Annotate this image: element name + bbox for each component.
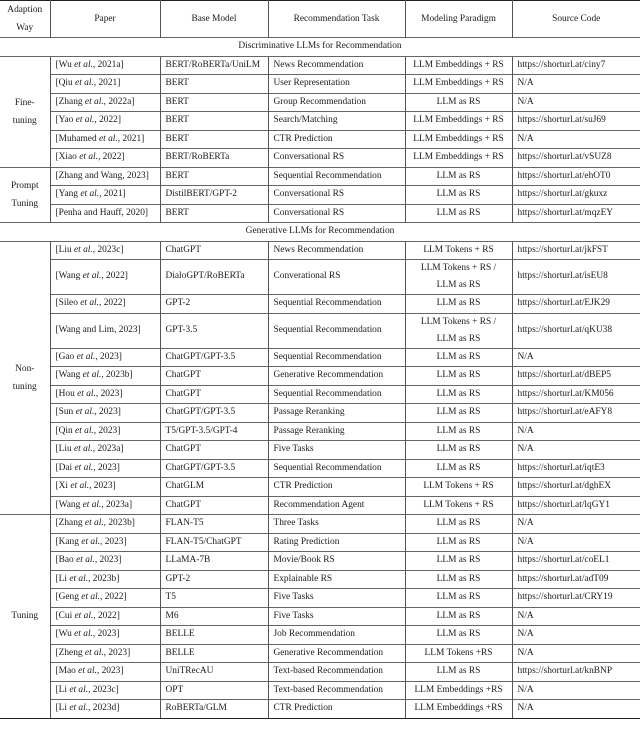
table-row [0, 570, 640, 589]
task-cell: Passage Reranking [268, 404, 405, 423]
paper-citation: [Zhang and Wang, 2023] [55, 170, 149, 181]
source-code-link[interactable]: https://shorturl.at/ciny7 [512, 56, 640, 75]
source-code-link[interactable]: https://shorturl.at/mqzEY [512, 204, 640, 223]
paper-citation: [Yao et al., 2022] [55, 115, 121, 125]
header-task: Recommendation Task [268, 1, 405, 38]
task-cell: Sequential Recommendation [268, 295, 405, 314]
task-cell: Three Tasks [268, 515, 405, 534]
source-code-link[interactable]: https://shorturl.at/EJK29 [512, 295, 640, 314]
base-model-cell: RoBERTa/GLM [160, 700, 268, 719]
paradigm-cell: LLM as RS [405, 663, 512, 682]
paper-citation: [Dai et al., 2023] [55, 462, 120, 473]
base-model-cell: BERT [160, 204, 268, 223]
table-row [0, 260, 640, 295]
paper-citation: [Xiao et al., 2022] [55, 152, 125, 162]
paper-citation: [Muhamed et al., 2021] [55, 133, 145, 144]
paradigm-cell: LLM as RS [405, 167, 512, 186]
paper-citation: [Hou et al., 2023] [55, 388, 123, 399]
task-cell: CTR Prediction [268, 478, 405, 497]
table-row [0, 589, 640, 608]
paper-citation: [Wang et al., 2022] [55, 271, 128, 282]
paper-citation: [Penha and Hauff, 2020] [55, 207, 149, 218]
base-model-cell: BERT/RoBERTa/UniLM [160, 56, 268, 75]
paradigm-cell: LLM Embeddings + RS [405, 130, 512, 149]
source-code-na: N/A [512, 93, 640, 112]
task-cell: Five Tasks [268, 607, 405, 626]
task-cell: Five Tasks [268, 441, 405, 460]
base-model-cell: ChatGLM [160, 478, 268, 497]
paper-citation: [Zhang et al., 2023b] [55, 518, 135, 528]
source-code-link[interactable]: https://shorturl.at/knBNP [512, 663, 640, 682]
table-row [0, 204, 640, 223]
paper-cell [50, 385, 160, 404]
base-model-cell: OPT [160, 681, 268, 700]
base-model-cell: BERT [160, 75, 268, 94]
base-model-cell: M6 [160, 607, 268, 626]
source-code-link[interactable]: https://shorturl.at/vSUZ8 [512, 149, 640, 168]
paper-cell [50, 75, 160, 94]
paper-citation: [Qiu et al., 2021] [55, 78, 121, 88]
paper-cell [50, 459, 160, 478]
task-cell: Conversational RS [268, 186, 405, 205]
base-model-cell: GPT-2 [160, 570, 268, 589]
paper-cell [50, 700, 160, 719]
base-model-cell: BERT [160, 93, 268, 112]
task-cell: Explainable RS [268, 570, 405, 589]
base-model-cell: BELLE [160, 644, 268, 663]
paper-cell [50, 626, 160, 645]
table-row [0, 348, 640, 367]
table-row [0, 681, 640, 700]
base-model-cell: LLaMA-7B [160, 552, 268, 571]
task-cell: Conversational RS [268, 204, 405, 223]
paper-citation: [Sun et al., 2023] [55, 407, 121, 417]
paradigm-cell: LLM Tokens +RS [405, 644, 512, 663]
base-model-cell: T5/GPT-3.5/GPT-4 [160, 422, 268, 441]
paradigm-cell: LLM as RS [405, 422, 512, 441]
base-model-cell: DialoGPT/RoBERTa [160, 260, 268, 295]
paper-cell [50, 112, 160, 131]
base-model-cell: FLAN-T5 [160, 515, 268, 534]
source-code-link[interactable]: https://shorturl.at/qKU38 [512, 313, 640, 348]
table-row [0, 700, 640, 719]
paradigm-cell: LLM as RS [405, 348, 512, 367]
table-row [0, 313, 640, 348]
table-row [0, 478, 640, 497]
paradigm-cell: LLM as RS [405, 570, 512, 589]
source-code-na: N/A [512, 441, 640, 460]
table-row [0, 626, 640, 645]
paper-cell [50, 204, 160, 223]
source-code-link[interactable]: https://shorturl.at/eAFY8 [512, 404, 640, 423]
source-code-link[interactable]: https://shorturl.at/jkFST [512, 241, 640, 260]
paradigm-cell: LLM as RS [405, 533, 512, 552]
paper-cell [50, 260, 160, 295]
task-cell: Generative Recommendation [268, 367, 405, 386]
table-row [0, 93, 640, 112]
paradigm-cell: LLM as RS [405, 93, 512, 112]
section-row [0, 38, 640, 57]
paper-citation: [Kang et al., 2023] [55, 536, 127, 547]
task-cell: News Recommendation [268, 56, 405, 75]
base-model-cell: T5 [160, 589, 268, 608]
source-code-na: N/A [512, 348, 640, 367]
paper-citation: [Wu et al., 2023] [55, 629, 120, 639]
task-cell: User Representation [268, 75, 405, 94]
paper-cell [50, 422, 160, 441]
paradigm-cell: LLM as RS [405, 385, 512, 404]
paper-cell [50, 441, 160, 460]
paper-citation: [Yang et al., 2021] [55, 189, 126, 199]
source-code-link[interactable]: https://shorturl.at/suJ69 [512, 112, 640, 131]
paradigm-cell: LLM Embeddings + RS [405, 112, 512, 131]
adaption-way-group: Non-tuning [0, 241, 50, 515]
paper-cell [50, 478, 160, 497]
header-adaption-way: Adaption Way [7, 5, 43, 33]
task-cell: Group Recommendation [268, 93, 405, 112]
header-paradigm: Modeling Paradigm [405, 1, 512, 38]
paper-citation: [Wang and Lim, 2023] [55, 324, 141, 335]
task-cell: Generative Recommendation [268, 644, 405, 663]
base-model-cell: ChatGPT [160, 385, 268, 404]
paper-cell [50, 241, 160, 260]
source-code-link[interactable]: https://shorturl.at/lqGY1 [512, 496, 640, 515]
table-row [0, 56, 640, 75]
source-code-na: N/A [512, 130, 640, 149]
paper-citation: [Wang et al., 2023a] [55, 499, 133, 510]
paradigm-cell: LLM Embeddings +RS [405, 700, 512, 719]
source-code-link[interactable]: https://shorturl.at/gkuxz [512, 186, 640, 205]
table-row [0, 167, 640, 186]
paper-citation: [Geng et al., 2022] [55, 592, 127, 602]
source-code-link[interactable]: https://shorturl.at/dghEX [512, 478, 640, 497]
paper-citation: [Li et al., 2023c] [55, 684, 119, 695]
paper-cell [50, 149, 160, 168]
paradigm-cell: LLM Tokens + RS / LLM as RS [405, 260, 512, 295]
section-row [0, 223, 640, 242]
source-code-link[interactable]: https://shorturl.at/CRY19 [512, 589, 640, 608]
source-code-link[interactable]: https://shorturl.at/iqtE3 [512, 459, 640, 478]
base-model-cell: BERT [160, 167, 268, 186]
adaption-way-group: Tuning [0, 515, 50, 719]
paper-cell [50, 570, 160, 589]
paper-citation: [Cui et al., 2022] [55, 610, 120, 621]
source-code-link[interactable]: https://shorturl.at/adT09 [512, 570, 640, 589]
task-cell: Conversational RS [268, 149, 405, 168]
task-cell: CTR Prediction [268, 130, 405, 149]
paper-citation: [Sileo et al., 2022] [55, 298, 126, 308]
paper-cell [50, 167, 160, 186]
paper-cell [50, 663, 160, 682]
base-model-cell: ChatGPT/GPT-3.5 [160, 459, 268, 478]
source-code-link[interactable]: https://shorturl.at/isEU8 [512, 260, 640, 295]
paradigm-cell: LLM as RS [405, 552, 512, 571]
task-cell: Converational RS [268, 260, 405, 295]
paradigm-cell: LLM Tokens + RS [405, 478, 512, 497]
base-model-cell: BERT/RoBERTa [160, 149, 268, 168]
paper-citation: [Xi et al., 2023] [55, 481, 116, 491]
source-code-link[interactable]: https://shorturl.at/KM056 [512, 385, 640, 404]
source-code-na: N/A [512, 626, 640, 645]
task-cell: Sequential Recommendation [268, 348, 405, 367]
paper-citation: [Wu et al., 2021a] [55, 59, 124, 70]
paper-cell [50, 552, 160, 571]
base-model-cell: ChatGPT [160, 496, 268, 515]
base-model-cell: ChatGPT [160, 367, 268, 386]
source-code-na: N/A [512, 515, 640, 534]
table-row [0, 75, 640, 94]
table-row [0, 441, 640, 460]
table-row [0, 385, 640, 404]
paradigm-cell: LLM as RS [405, 204, 512, 223]
task-cell: Sequential Recommendation [268, 313, 405, 348]
header-base-model: Base Model [160, 1, 268, 38]
paper-cell [50, 348, 160, 367]
paper-citation: [Bao et al., 2023] [55, 555, 122, 565]
paradigm-cell: LLM as RS [405, 626, 512, 645]
source-code-na: N/A [512, 422, 640, 441]
paper-citation: [Mao et al., 2023] [55, 666, 124, 676]
table-row [0, 404, 640, 423]
table-row [0, 149, 640, 168]
table-row [0, 112, 640, 131]
task-cell: Sequential Recommendation [268, 459, 405, 478]
source-code-link[interactable]: https://shorturl.at/dBEP5 [512, 367, 640, 386]
paradigm-cell: LLM Embeddings +RS [405, 681, 512, 700]
paradigm-cell: LLM as RS [405, 607, 512, 626]
task-cell: Five Tasks [268, 589, 405, 608]
paradigm-cell: LLM Tokens + RS [405, 496, 512, 515]
paper-cell [50, 533, 160, 552]
table-row [0, 367, 640, 386]
paper-cell [50, 515, 160, 534]
paper-cell [50, 589, 160, 608]
table-row [0, 552, 640, 571]
paradigm-cell: LLM as RS [405, 589, 512, 608]
task-cell: News Recommendation [268, 241, 405, 260]
paradigm-cell: LLM Embeddings + RS [405, 56, 512, 75]
table-row [0, 186, 640, 205]
paper-cell [50, 644, 160, 663]
paper-citation: [Liu et al., 2023c] [55, 244, 124, 255]
task-cell: Rating Prediction [268, 533, 405, 552]
header-row [0, 1, 640, 38]
task-cell: Text-based Recommendation [268, 681, 405, 700]
paper-cell [50, 681, 160, 700]
paradigm-cell: LLM as RS [405, 295, 512, 314]
paradigm-cell: LLM Tokens + RS [405, 241, 512, 260]
source-code-na: N/A [512, 644, 640, 663]
task-cell: Recommendation Agent [268, 496, 405, 515]
base-model-cell: DistilBERT/GPT-2 [160, 186, 268, 205]
paper-cell [50, 295, 160, 314]
paper-cell [50, 56, 160, 75]
base-model-cell: UniTRecAU [160, 663, 268, 682]
source-code-na: N/A [512, 607, 640, 626]
paper-citation: [Li et al., 2023d] [55, 703, 120, 713]
paradigm-cell: LLM as RS [405, 404, 512, 423]
header-source-code: Source Code [512, 1, 640, 38]
header-paper: Paper [50, 1, 160, 38]
table-row [0, 607, 640, 626]
adaption-way-group: Prompt Tuning [0, 167, 50, 223]
source-code-na: N/A [512, 681, 640, 700]
paper-cell [50, 130, 160, 149]
task-cell: Movie/Book RS [268, 552, 405, 571]
task-cell: CTR Prediction [268, 700, 405, 719]
paper-citation: [Zheng et al., 2023] [55, 647, 131, 658]
task-cell: Search/Matching [268, 112, 405, 131]
paradigm-cell: LLM as RS [405, 186, 512, 205]
base-model-cell: ChatGPT/GPT-3.5 [160, 348, 268, 367]
base-model-cell: BELLE [160, 626, 268, 645]
base-model-cell: ChatGPT [160, 441, 268, 460]
paradigm-cell: LLM as RS [405, 515, 512, 534]
paper-cell [50, 93, 160, 112]
base-model-cell: BERT [160, 130, 268, 149]
paradigm-cell: LLM Embeddings + RS [405, 75, 512, 94]
paper-citation: [Wang et al., 2023b] [55, 370, 133, 380]
table-row [0, 459, 640, 478]
table-row [0, 644, 640, 663]
section-title: Discriminative LLMs for Recommendation [0, 38, 640, 57]
paper-citation: [Qin et al., 2023] [55, 425, 121, 436]
base-model-cell: BERT [160, 112, 268, 131]
base-model-cell: ChatGPT [160, 241, 268, 260]
paradigm-cell: LLM as RS [405, 367, 512, 386]
paper-cell [50, 404, 160, 423]
paper-cell [50, 367, 160, 386]
task-cell: Passage Reranking [268, 422, 405, 441]
paper-citation: [Gao et al., 2023] [55, 351, 122, 362]
source-code-na: N/A [512, 700, 640, 719]
paper-citation: [Liu et al., 2023a] [55, 444, 124, 454]
paper-cell [50, 313, 160, 348]
base-model-cell: GPT-2 [160, 295, 268, 314]
source-code-na: N/A [512, 533, 640, 552]
adaption-way-group: Fine-tuning [0, 56, 50, 167]
paper-cell [50, 607, 160, 626]
table-row [0, 295, 640, 314]
base-model-cell: FLAN-T5/ChatGPT [160, 533, 268, 552]
task-cell: Sequential Recommendation [268, 167, 405, 186]
source-code-link[interactable]: https://shorturl.at/ehOT0 [512, 167, 640, 186]
paradigm-cell: LLM as RS [405, 459, 512, 478]
paper-citation: [Li et al., 2023b] [55, 573, 120, 584]
base-model-cell: GPT-3.5 [160, 313, 268, 348]
task-cell: Sequential Recommendation [268, 385, 405, 404]
paradigm-cell: LLM Tokens + RS / LLM as RS [405, 313, 512, 348]
table-row [0, 496, 640, 515]
table-row [0, 533, 640, 552]
paradigm-cell: LLM Embeddings + RS [405, 149, 512, 168]
paper-cell [50, 186, 160, 205]
table-row [0, 663, 640, 682]
table-row [0, 241, 640, 260]
table-row [0, 515, 640, 534]
paradigm-cell: LLM as RS [405, 441, 512, 460]
task-cell: Text-based Recommendation [268, 663, 405, 682]
table-row [0, 130, 640, 149]
source-code-link[interactable]: https://shorturl.at/coEL1 [512, 552, 640, 571]
source-code-na: N/A [512, 75, 640, 94]
base-model-cell: ChatGPT/GPT-3.5 [160, 404, 268, 423]
task-cell: Job Recommendation [268, 626, 405, 645]
table-row [0, 422, 640, 441]
table-body [0, 38, 640, 719]
section-title: Generative LLMs for Recommendation [0, 223, 640, 242]
paper-cell [50, 496, 160, 515]
paper-citation: [Zhang et al., 2022a] [55, 96, 135, 107]
